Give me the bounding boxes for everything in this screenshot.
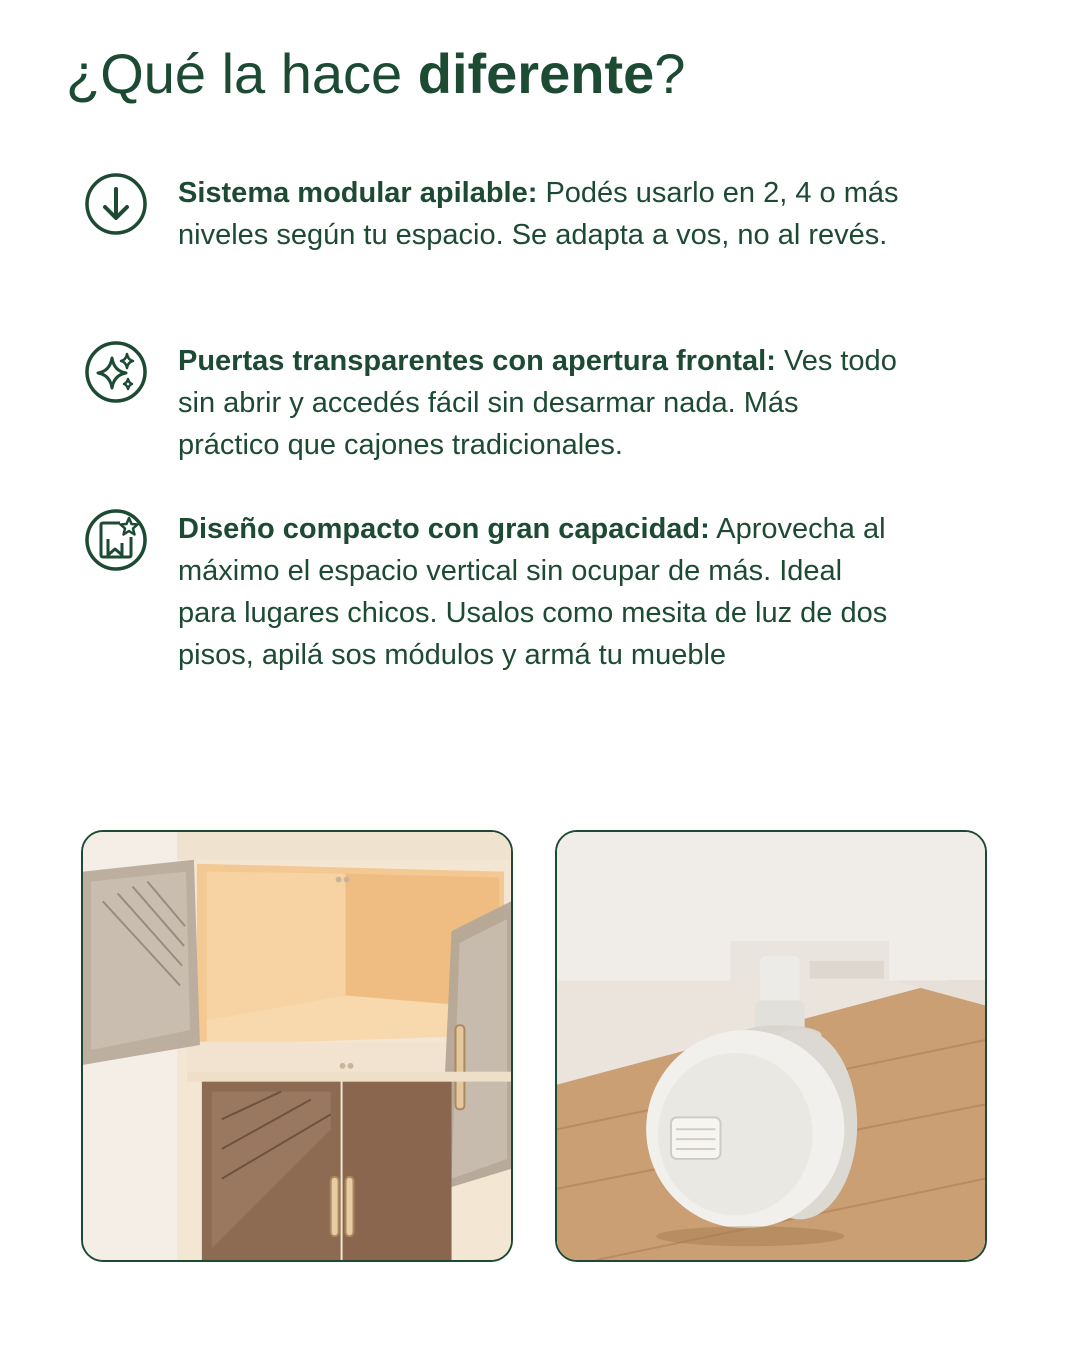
title-suffix: ? <box>654 42 686 105</box>
arrow-down-circle-icon <box>84 172 148 236</box>
title-bold: diferente <box>417 42 655 105</box>
feature-body: Ves todo sin abrir y accedés fácil sin desarmar nada. Más práctico que cajones tradicionales. <box>178 345 897 461</box>
sparkles-icon <box>84 340 148 404</box>
feature-title: Puertas transparentes con apertura frontal: <box>178 345 776 377</box>
page-title <box>66 38 685 110</box>
feature-text <box>178 340 908 466</box>
feature-title: Diseño compacto con gran capacidad: <box>178 513 710 545</box>
feature-body: Aprovecha al máximo el espacio vertical sin ocupar de más. Ideal para lugares chicos. Usalos como mesita de luz de dos pisos, apilá sos módulos y armá tu mueble <box>178 513 888 671</box>
feature-title: Sistema modular apilable: <box>178 177 538 209</box>
title-prefix: ¿Qué la hace <box>66 42 418 105</box>
cabinet-photo <box>81 830 513 1262</box>
wheel-photo <box>555 830 987 1262</box>
feature-text <box>178 172 908 256</box>
feature-text <box>178 508 908 676</box>
bookmark-star-icon <box>84 508 148 572</box>
feature-body: Podés usarlo en 2, 4 o más niveles según tu espacio. Se adapta a vos, no al revés. <box>178 177 899 251</box>
